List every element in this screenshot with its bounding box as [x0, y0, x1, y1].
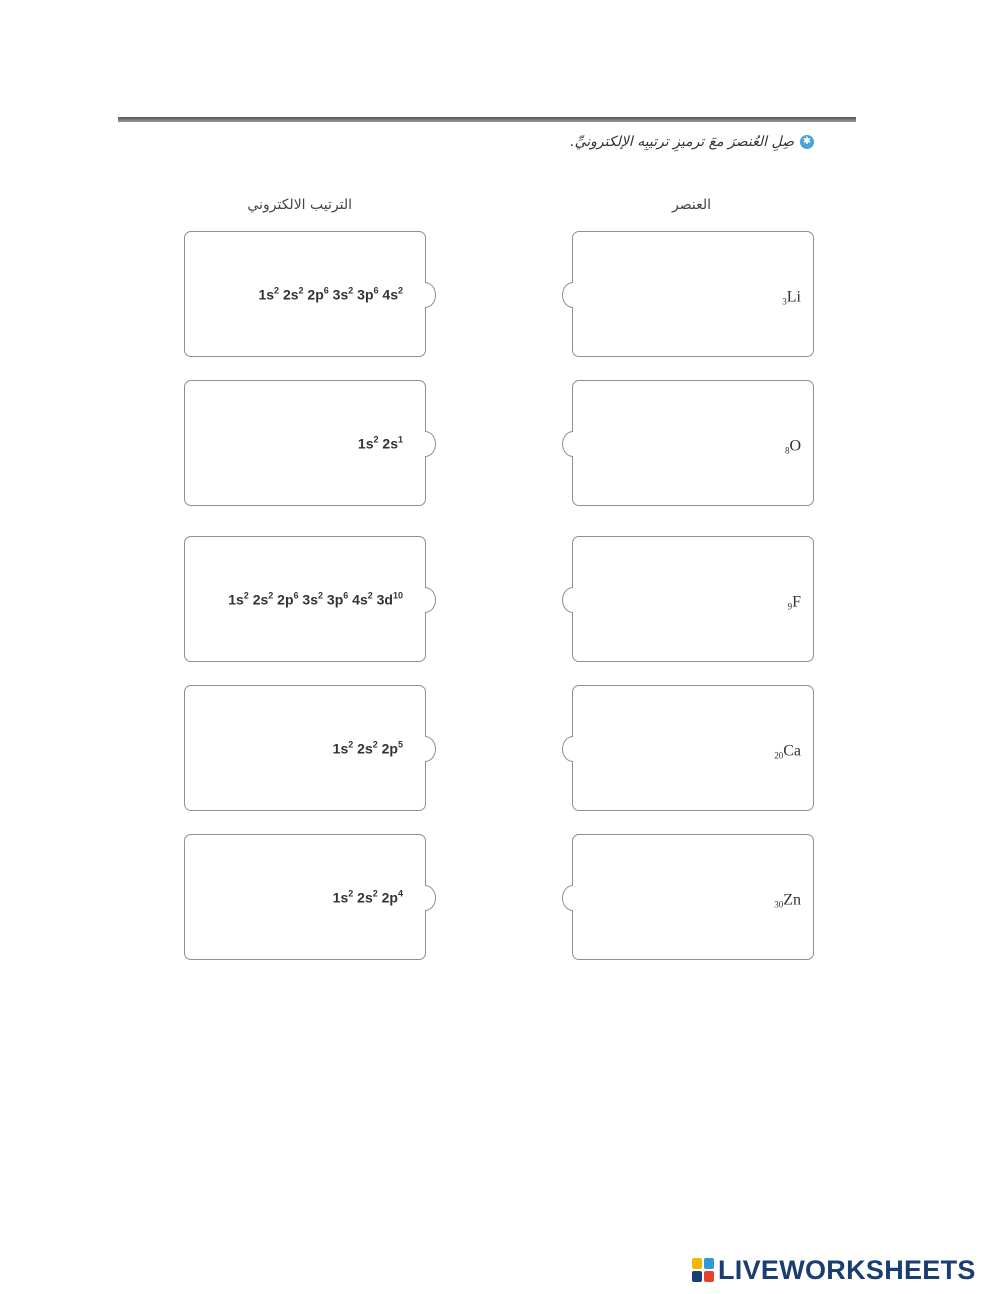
electron-count: 1	[397, 434, 403, 445]
electron-count: 2	[274, 285, 280, 296]
electron-count: 2	[243, 590, 249, 601]
header-configurations: الترتيب الالكتروني	[247, 197, 352, 213]
liveworksheets-icon	[692, 1258, 714, 1282]
orbital-label: 2s	[357, 740, 373, 757]
element-symbol	[788, 594, 801, 612]
orbital-label: 4s	[382, 286, 398, 303]
orbital-label: 2p	[277, 591, 294, 608]
orbital-label: 2s	[382, 435, 398, 452]
brand-name: LIVEWORKSHEETS	[718, 1254, 976, 1285]
symbol: Zn	[783, 891, 801, 909]
atomic-number: 20	[774, 750, 784, 761]
orbital-label: 1s	[357, 435, 374, 452]
orbital-label: 1s	[332, 740, 349, 757]
symbol: Ca	[783, 742, 801, 760]
orbital-label: 2s	[252, 591, 269, 608]
electron-count: 6	[373, 285, 379, 296]
electron-count: 6	[343, 590, 349, 601]
orbital-label: 3s	[332, 286, 349, 303]
electron-count: 5	[397, 739, 403, 750]
electron-count: 2	[348, 888, 354, 899]
orbital-label: 2p	[381, 740, 398, 757]
configuration-text	[333, 740, 403, 757]
header-elements: العنصر	[672, 197, 711, 213]
configuration-text	[228, 591, 403, 608]
orbital-label: 2s	[282, 286, 299, 303]
electron-count: 4	[397, 888, 403, 899]
orbital-label: 3d	[376, 591, 393, 608]
orbital-label: 2p	[381, 889, 398, 906]
configuration-card[interactable]	[184, 834, 426, 960]
configuration-text	[358, 435, 403, 452]
brand-logo	[692, 1256, 976, 1284]
atomic-number: 3	[782, 296, 787, 307]
configuration-text	[258, 286, 403, 303]
symbol: Li	[786, 288, 801, 306]
orbital-label: 3p	[357, 286, 374, 303]
electron-count: 2	[348, 285, 354, 296]
electron-count: 2	[372, 888, 378, 899]
element-symbol	[774, 743, 801, 761]
electron-count: 2	[367, 590, 373, 601]
element-card[interactable]	[572, 834, 814, 960]
electron-count: 6	[293, 590, 299, 601]
electron-count: 2	[372, 739, 378, 750]
orbital-label: 1s	[228, 591, 244, 608]
electron-count: 2	[397, 285, 403, 296]
electron-count: 2	[268, 590, 274, 601]
electron-count: 2	[373, 434, 379, 445]
orbital-label: 4s	[352, 591, 368, 608]
electron-count: 2	[318, 590, 324, 601]
electron-count: 6	[323, 285, 329, 296]
electron-count: 10	[392, 590, 403, 601]
orbital-label: 1s	[258, 286, 275, 303]
atomic-number: 8	[784, 445, 790, 456]
electron-count: 2	[298, 285, 304, 296]
element-symbol	[782, 289, 801, 307]
orbital-label: 3s	[302, 591, 318, 608]
element-symbol	[785, 438, 801, 456]
instruction-text: ✱صِلِ العُنصرَ معَ ترميزِ ترتيبِه الإلكترونيِّ.	[570, 134, 814, 150]
atomic-number: 9	[787, 601, 793, 612]
symbol: O	[789, 437, 801, 455]
electron-count: 2	[348, 739, 354, 750]
orbital-label: 1s	[332, 889, 349, 906]
configuration-card[interactable]	[184, 231, 426, 357]
atomic-number: 30	[774, 899, 784, 910]
element-card[interactable]	[572, 685, 814, 811]
configuration-card[interactable]	[184, 536, 426, 662]
element-card[interactable]	[572, 231, 814, 357]
element-card[interactable]	[572, 380, 814, 506]
question-icon: ✱	[800, 135, 814, 149]
configuration-text	[333, 889, 403, 906]
top-divider	[118, 117, 856, 122]
orbital-label: 3p	[326, 591, 344, 608]
orbital-label: 2s	[357, 889, 373, 906]
configuration-card[interactable]	[184, 380, 426, 506]
symbol: F	[792, 593, 801, 611]
element-symbol	[774, 892, 801, 910]
orbital-label: 2p	[307, 286, 324, 303]
configuration-card[interactable]	[184, 685, 426, 811]
element-card[interactable]	[572, 536, 814, 662]
